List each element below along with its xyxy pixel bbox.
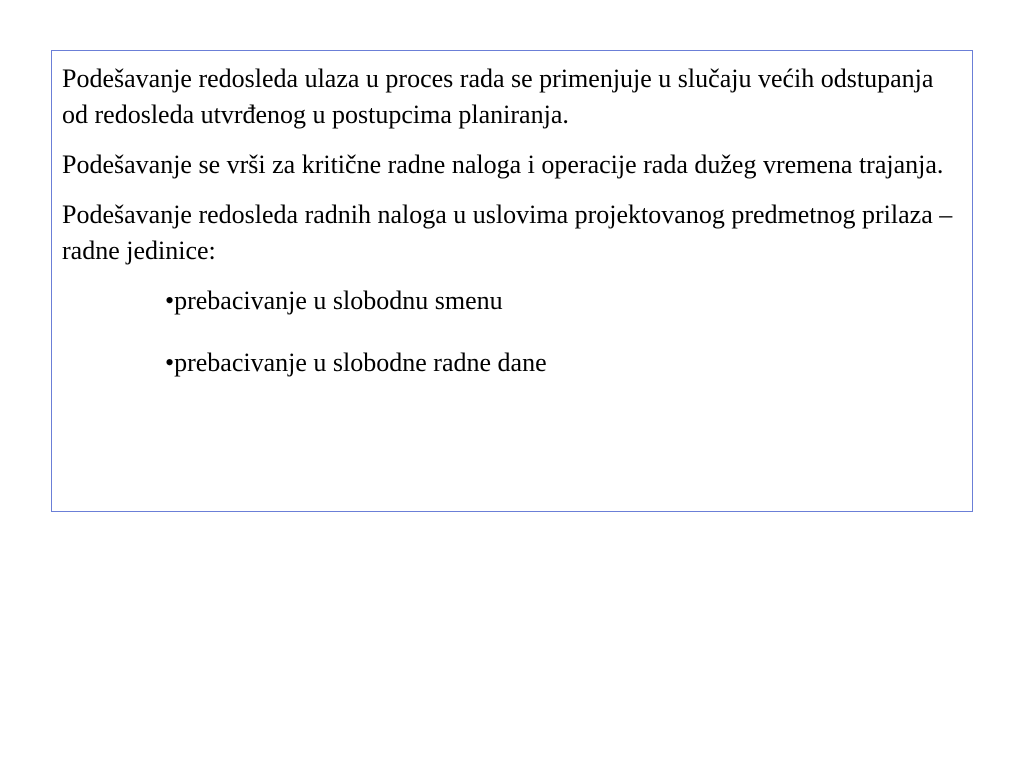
paragraph-1: Podešavanje redosleda ulaza u proces rada se primenjuje u slučaju većih odstupanja od redosleda utvrđenog u postupcima planiranja. — [62, 64, 934, 129]
bullet-item-1: •prebacivanje u slobodnu smenu — [165, 286, 503, 315]
paragraph-2: Podešavanje se vrši za kritične radne naloga i operacije rada dužeg vremena trajanja. — [62, 150, 944, 179]
text-box — [51, 50, 973, 512]
bullet-item-2: •prebacivanje u slobodne radne dane — [165, 348, 547, 377]
paragraph-3: Podešavanje redosleda radnih naloga u uslovima projektovanog predmetnog prilaza – radne jedinice: — [62, 200, 953, 265]
